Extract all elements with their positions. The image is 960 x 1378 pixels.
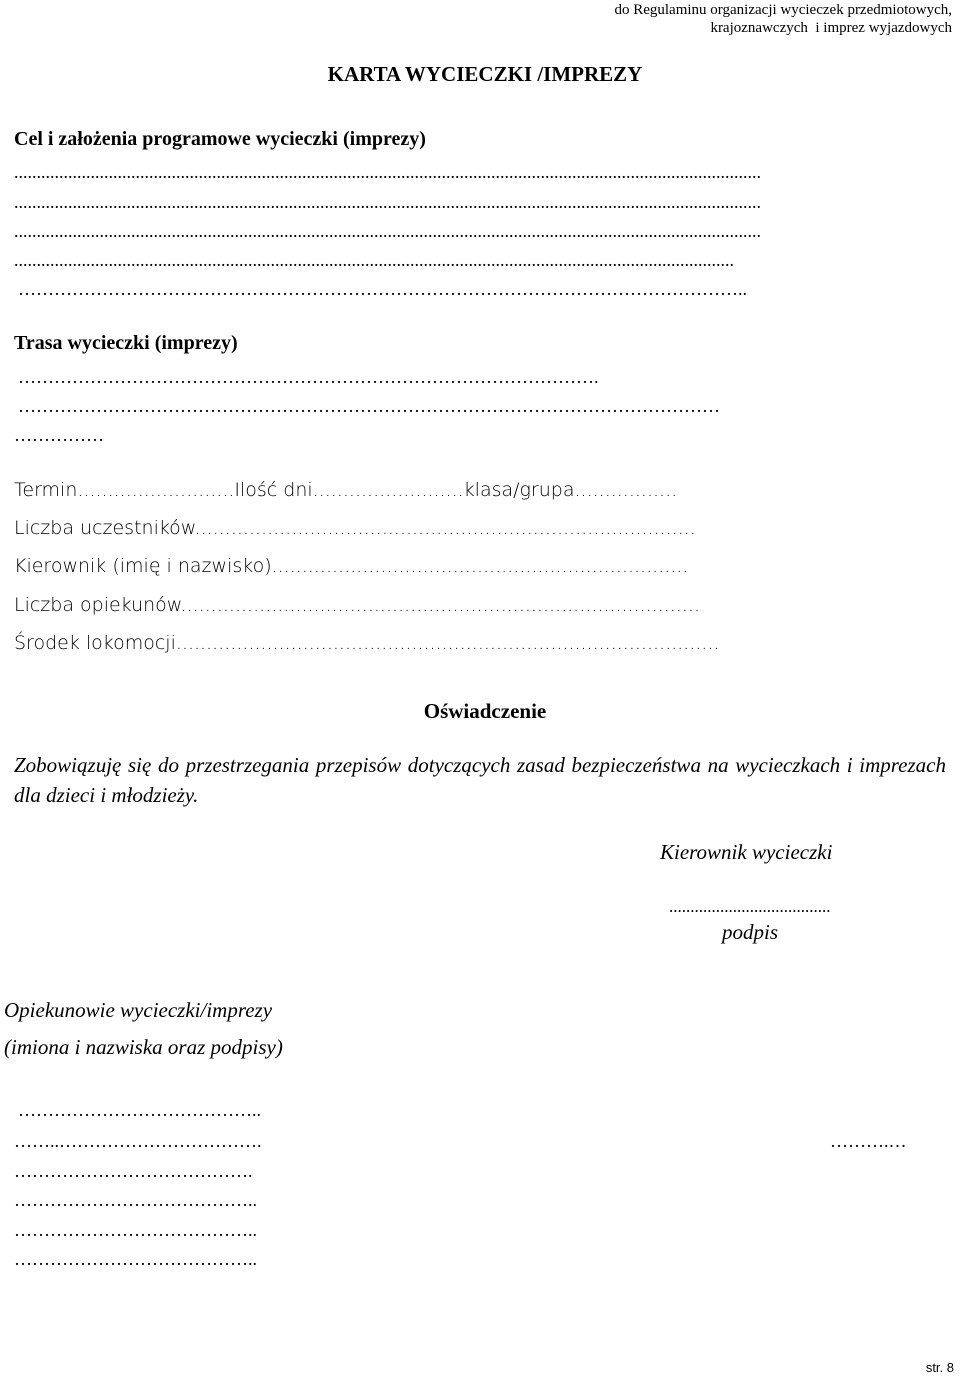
header-line-2: krajoznawczych i imprez wyjazdowych	[710, 20, 952, 36]
goals-line-5: …………………………………………………………………………………………………………..	[18, 279, 747, 299]
guardians-count-field: Liczba opiekunów......................................................................................	[14, 594, 701, 616]
guardian-line-5: …………………………………..	[14, 1220, 257, 1240]
goals-line-3: ......................................................................................................................................................................	[14, 221, 761, 241]
guardian-line-1: …………………………………..	[18, 1100, 261, 1120]
guardian-line-3: ………………………………….	[14, 1161, 253, 1181]
guardian-line-2: ……..…………………………….	[14, 1131, 262, 1151]
declaration-heading: Oświadczenie	[423, 699, 547, 723]
route-line-3: ……………	[14, 425, 104, 445]
goals-line-1: ......................................................................................................................................................................	[14, 162, 761, 182]
goals-line-4: ................................................................................................................................................................	[14, 250, 734, 270]
guardian-line-4: …………………………………..	[14, 1190, 257, 1210]
signature-dots: ......................................	[669, 897, 831, 916]
guardians-label: Opiekunowie wycieczki/imprezy	[4, 998, 273, 1022]
transport-field: Środek lokomocji..........................................................................................	[14, 632, 720, 654]
goals-line-2: ......................................................................................................................................................................	[14, 192, 761, 212]
participants-field: Liczba uczestników...................................................................................	[14, 517, 696, 539]
term-field: Termin..........................Ilość dni.........................klasa/grupa.................	[14, 479, 678, 501]
route-line-1: …………………………………………………………………………………….	[18, 367, 599, 387]
signature-label: podpis	[722, 920, 779, 944]
guardians-sublabel: (imiona i nazwiska oraz podpisy)	[4, 1035, 283, 1059]
page-number: str. 8	[925, 1360, 954, 1375]
guardian-line-6: …………………………………..	[14, 1249, 257, 1269]
page-title: KARTA WYCIECZKI /IMPREZY	[327, 62, 643, 86]
header-line-1: do Regulaminu organizacji wycieczek przedmiotowych,	[614, 2, 952, 18]
goals-label: Cel i założenia programowe wycieczki (imprezy)	[14, 128, 426, 150]
guardian-line-right: ……….…	[830, 1131, 907, 1151]
leader-field: Kierownik (imię i nazwisko).....................................................................	[14, 555, 689, 577]
route-line-2: ………………………………………………………………………………………………………	[18, 396, 720, 416]
declaration-text: Zobowiązuję się do przestrzegania przepisów dotyczących zasad bezpieczeństwa na wycieczkach i imprezach dla dzieci i młodzieży.	[14, 753, 946, 807]
leader-signature-label: Kierownik wycieczki	[660, 840, 833, 864]
route-label: Trasa wycieczki (imprezy)	[14, 332, 238, 354]
